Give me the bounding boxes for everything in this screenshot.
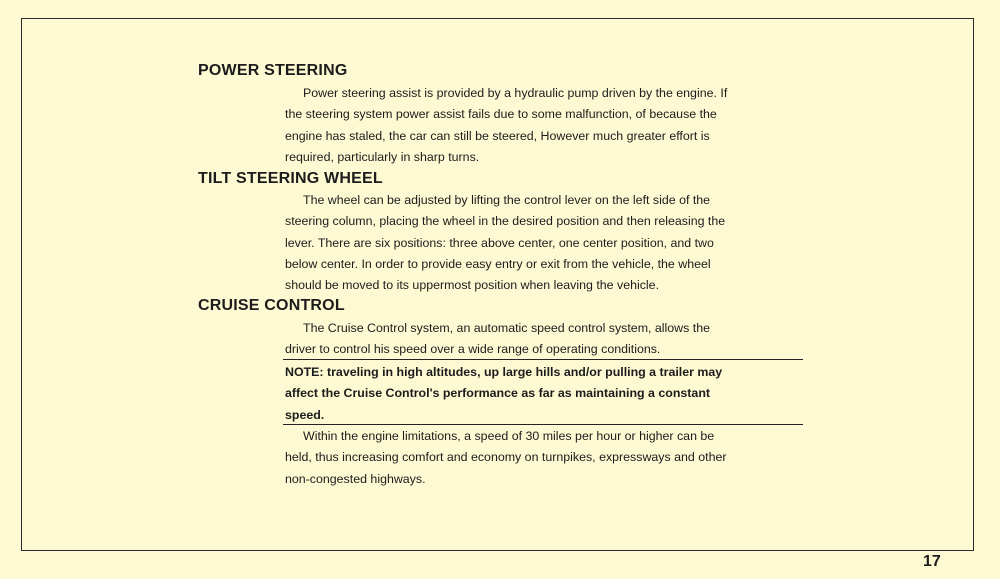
note-top-rule [283,359,803,360]
text-line: steering column, placing the wheel in the desired position and then releasing the [285,214,726,229]
tilt-steering-heading: TILT STEERING WHEEL [198,170,383,187]
text-line: The wheel can be adjusted by lifting the control lever on the left side of the [303,193,711,207]
text-line: lever. There are six positions: three above center, one center position, and two [285,235,714,250]
cruise-control-after-paragraph [285,426,800,490]
text-line: Within the engine limitations, a speed of 30 miles per hour or higher can be [303,429,715,443]
cruise-control-note [285,362,800,426]
text-line: below center. In order to provide easy entry or exit from the vehicle, the wheel [285,256,711,271]
power-steering-paragraph [285,83,800,168]
text-line: held, thus increasing comfort and economy on turnpikes, expressways and other [285,450,727,465]
page-number: 17 [923,553,941,570]
cruise-control-heading: CRUISE CONTROL [198,297,345,314]
note-line: affect the Cruise Control's performance as far as maintaining a constant [285,386,711,401]
text-line: should be moved to its uppermost position when leaving the vehicle. [285,278,660,293]
text-line: The Cruise Control system, an automatic speed control system, allows the [303,321,710,335]
text-line: Power steering assist is provided by a hydraulic pump driven by the engine. If [303,86,728,100]
power-steering-heading: POWER STEERING [198,62,348,79]
text-line: required, particularly in sharp turns. [285,149,480,164]
cruise-control-paragraph [285,318,800,361]
text-line: driver to control his speed over a wide range of operating conditions. [285,342,661,357]
text-line: non-congested highways. [285,471,426,486]
text-line: the steering system power assist fails due to some malfunction, of because the [285,107,717,122]
note-line: NOTE: traveling in high altitudes, up large hills and/or pulling a trailer may [285,365,723,379]
note-bottom-rule [283,424,803,425]
tilt-steering-paragraph [285,190,800,296]
text-line: engine has staled, the car can still be steered, However much greater effort is [285,128,710,143]
note-line: speed. [285,407,325,422]
